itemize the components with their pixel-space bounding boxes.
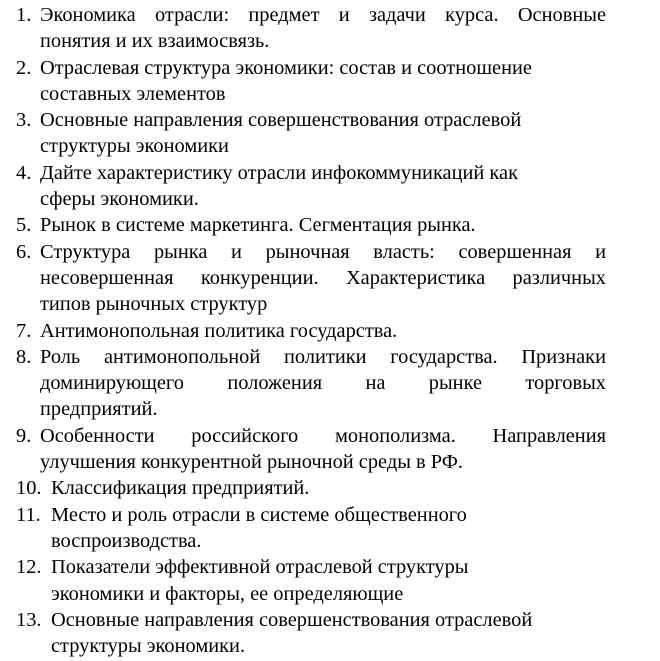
- item-text: [40, 2, 606, 55]
- item-text: [51, 475, 606, 501]
- item-number: 13.: [16, 608, 42, 631]
- item-number: 4.: [16, 161, 32, 184]
- item-line: улучшения конкурентной рыночной среды в РФ.: [40, 451, 463, 474]
- list-item-1: [16, 2, 606, 55]
- item-text: [40, 318, 606, 344]
- item-line: доминирующего положения на рынке торговых: [40, 372, 606, 395]
- item-text: [51, 607, 606, 660]
- item-text: [51, 502, 606, 555]
- item-line: Показатели эффективной отраслевой структуры: [51, 556, 469, 579]
- item-number: 7.: [16, 319, 32, 342]
- item-line: Классификация предприятий.: [51, 477, 310, 500]
- item-text: [40, 239, 606, 318]
- item-line: Роль антимонопольной политики государства. Признаки: [40, 345, 606, 368]
- item-text: [40, 55, 606, 108]
- item-number: 9.: [16, 424, 32, 447]
- item-line: несовершенная конкуренции. Характеристика различных: [40, 266, 606, 289]
- item-number: 10.: [16, 477, 42, 500]
- item-line: сферы экономики.: [40, 188, 199, 211]
- item-text: [40, 344, 606, 423]
- list-item-3: [16, 107, 606, 160]
- item-line: структуры экономики.: [51, 635, 246, 658]
- item-line: структуры экономики: [40, 135, 229, 158]
- item-number: 3.: [16, 109, 32, 132]
- item-line: Основные направления совершенствования отраслевой: [40, 109, 522, 132]
- item-number: 8.: [16, 345, 32, 368]
- item-text: [40, 423, 606, 476]
- list-item-10: [16, 475, 606, 501]
- list-item-6: [16, 239, 606, 318]
- item-line: Структура рынка и рыночная власть: совершенная и: [40, 240, 606, 263]
- item-number: 6.: [16, 240, 32, 263]
- list-item-13: [16, 607, 606, 660]
- item-number: 5.: [16, 214, 32, 237]
- item-number: 12.: [16, 556, 42, 579]
- item-line: воспроизводства.: [51, 529, 202, 552]
- list-item-8: [16, 344, 606, 423]
- item-line: составных элементов: [40, 82, 226, 105]
- list-item-4: [16, 160, 606, 213]
- item-number: 11.: [16, 503, 41, 526]
- item-text: [40, 212, 606, 238]
- item-text: [40, 160, 606, 213]
- item-line: предприятий.: [40, 398, 158, 421]
- item-line: экономики и факторы, ее определяющие: [51, 582, 404, 605]
- item-line: понятия и их взаимосвязь.: [40, 30, 270, 53]
- item-line: Основные направления совершенствования отраслевой: [51, 608, 533, 631]
- list-item-12: [16, 554, 606, 607]
- item-line: Отраслевая структура экономики: состав и соотношение: [40, 56, 532, 79]
- item-line: типов рыночных структур: [40, 293, 268, 316]
- item-line: Рынок в системе маркетинга. Сегментация рынка.: [40, 214, 476, 237]
- item-line: Место и роль отрасли в системе общественного: [51, 503, 467, 526]
- question-list: [16, 2, 606, 659]
- list-item-5: [16, 212, 606, 238]
- list-item-7: [16, 318, 606, 344]
- item-line: Дайте характеристику отрасли инфокоммуникаций как: [40, 161, 518, 184]
- item-number: 2.: [16, 56, 32, 79]
- item-line: Антимонопольная политика государства.: [40, 319, 398, 342]
- list-item-9: [16, 423, 606, 476]
- item-number: 1.: [16, 4, 32, 26]
- item-text: [40, 107, 606, 160]
- item-line: Особенности российского монополизма. Направления: [40, 424, 606, 447]
- item-line: Экономика отрасли: предмет и задачи курса. Основные: [40, 4, 606, 26]
- item-text: [51, 554, 606, 607]
- list-item-2: [16, 55, 606, 108]
- list-item-11: [16, 502, 606, 555]
